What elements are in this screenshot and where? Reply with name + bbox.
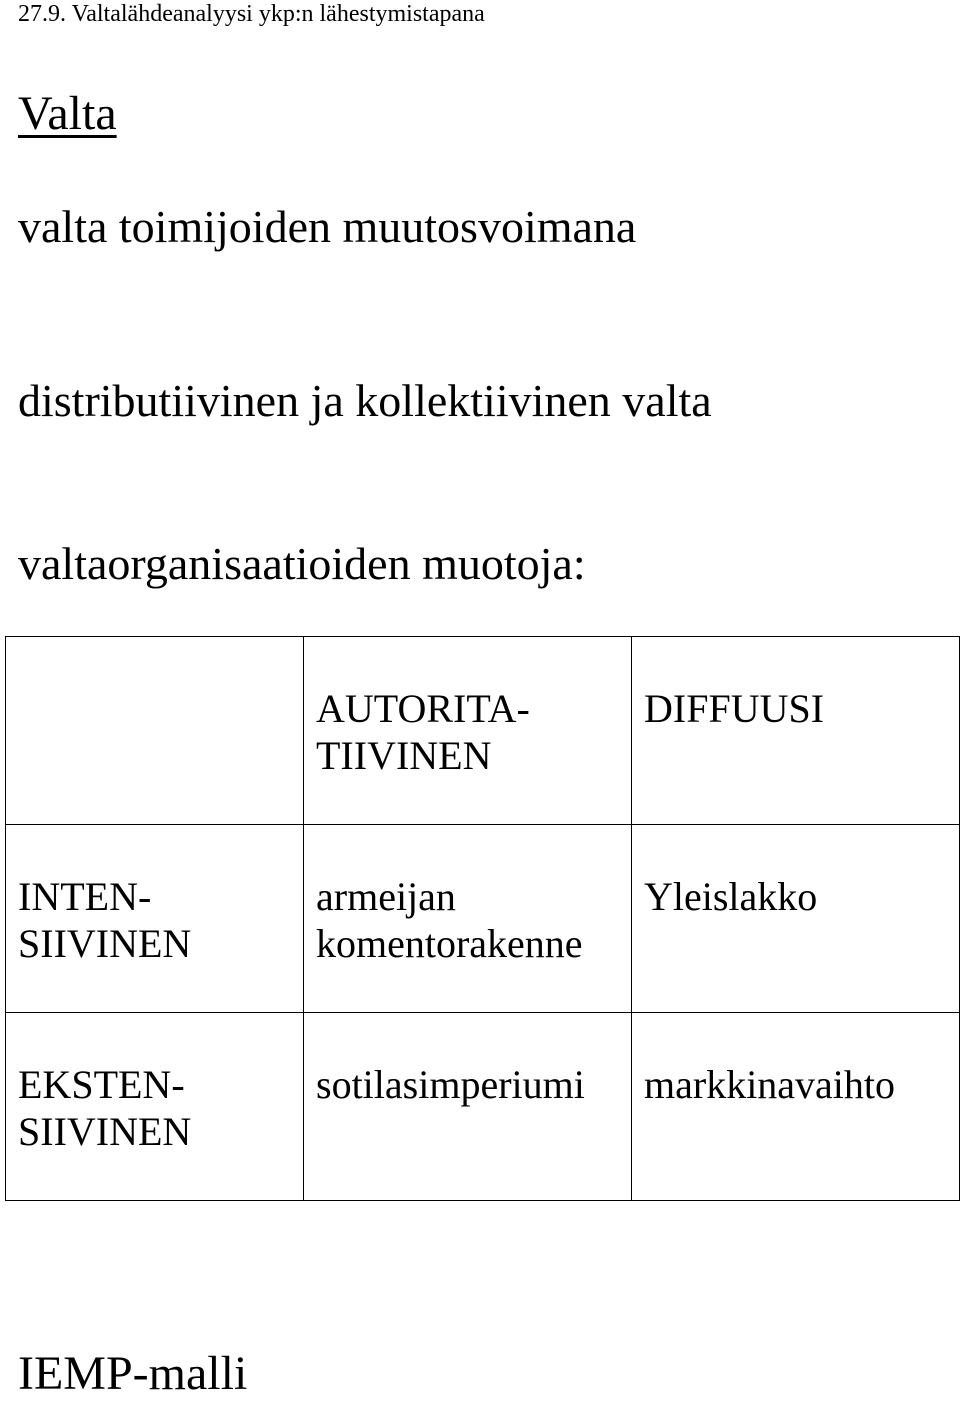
paragraph-power-as-change: valta toimijoiden muutosvoimana <box>18 201 637 252</box>
table-cell: armeijan komentorakenne <box>304 825 632 1013</box>
page-header: 27.9. Valtalähdeanalyysi ykp:n lähestymistapana <box>18 1 485 27</box>
section-title: Valta <box>18 87 117 140</box>
table-header-row <box>6 637 960 825</box>
table-cell: Yleislakko <box>632 825 960 1013</box>
next-section-title: IEMP-malli <box>18 1347 248 1400</box>
column-header-diffuse: DIFFUUSI <box>632 637 960 825</box>
table-row <box>6 1013 960 1201</box>
paragraph-distributive-collective: distributiivinen ja kollektiivinen valta <box>18 375 712 426</box>
table-corner-cell <box>6 637 304 825</box>
table-cell: markkinavaihto <box>632 1013 960 1201</box>
column-header-authoritative: AUTORITA- TIIVINEN <box>304 637 632 825</box>
row-header-intensive: INTEN- SIIVINEN <box>6 825 304 1013</box>
row-header-extensive: EKSTEN- SIIVINEN <box>6 1013 304 1201</box>
paragraph-organisation-forms: valtaorganisaatioiden muotoja: <box>18 538 586 589</box>
table-row <box>6 825 960 1013</box>
table-cell: sotilasimperiumi <box>304 1013 632 1201</box>
power-organisation-table <box>5 636 960 1201</box>
